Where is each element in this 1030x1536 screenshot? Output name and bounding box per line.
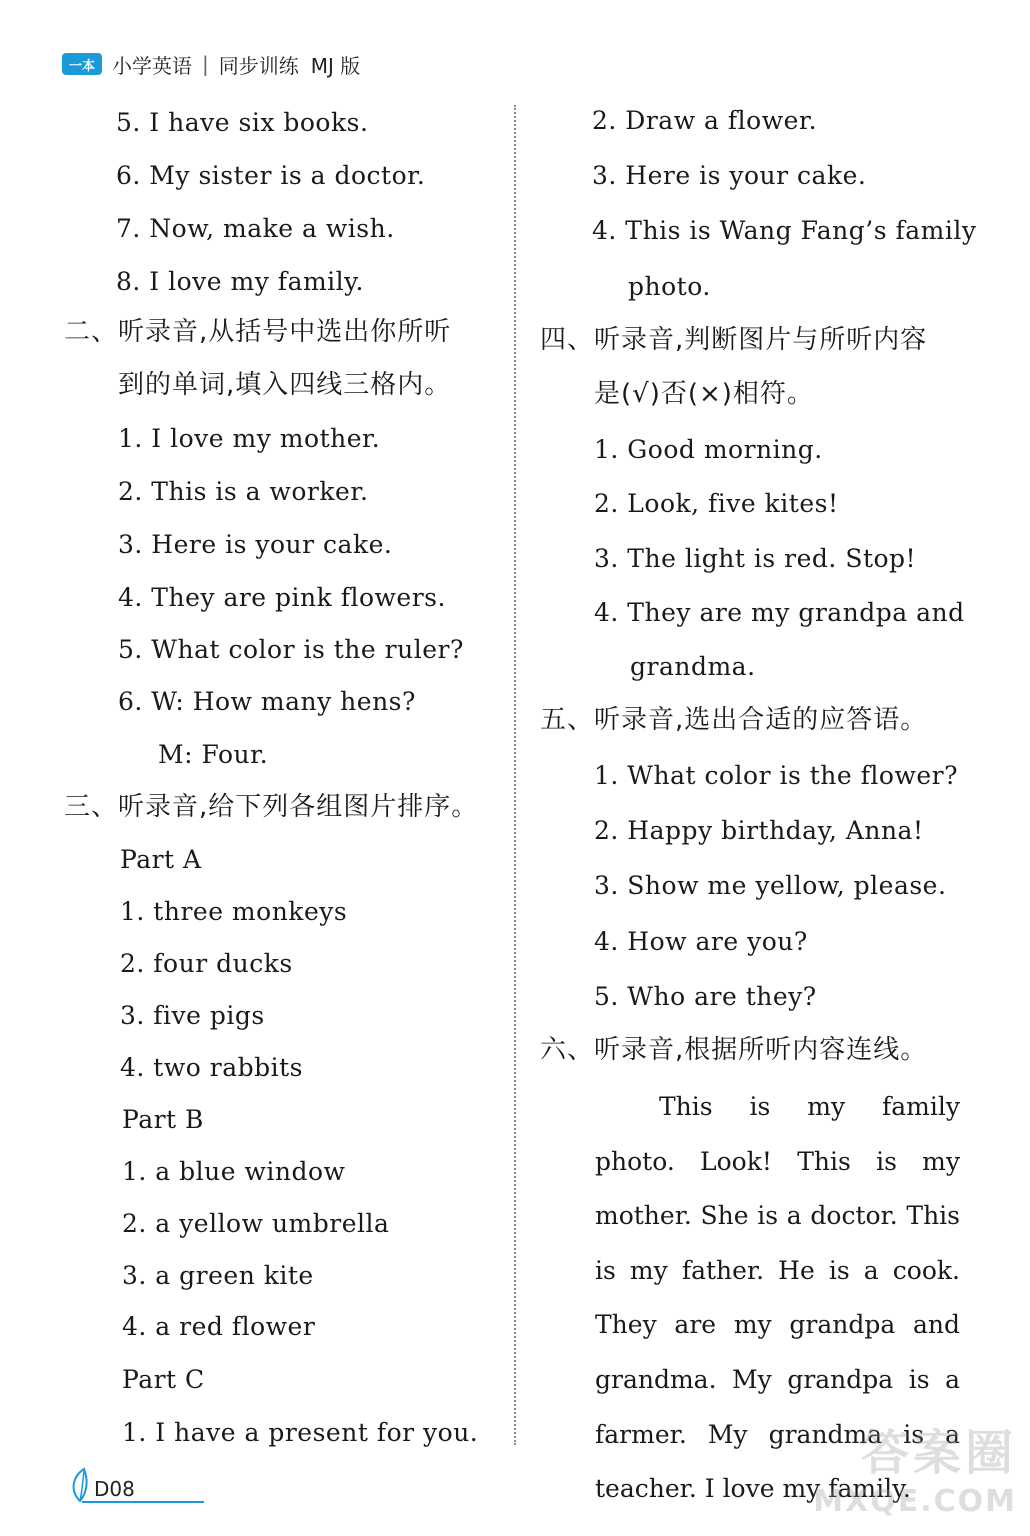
answer-line: 3. a green kite bbox=[122, 1261, 314, 1290]
answer-line: 1. Good morning. bbox=[594, 435, 823, 464]
answer-line: 4. a red flower bbox=[122, 1312, 316, 1341]
answer-line: grandma. bbox=[630, 652, 756, 681]
answer-line: 4. They are pink flowers. bbox=[118, 583, 446, 612]
column-divider bbox=[514, 105, 516, 1445]
answer-line: 3. Here is your cake. bbox=[118, 530, 393, 559]
answer-line: 1. three monkeys bbox=[120, 897, 348, 926]
part-label: Part B bbox=[122, 1105, 204, 1134]
answer-line: 1. I have a present for you. bbox=[122, 1418, 479, 1447]
answer-line: 4. How are you? bbox=[594, 927, 808, 956]
edition-label: MJ 版 bbox=[310, 53, 361, 78]
answer-line: 2. a yellow umbrella bbox=[122, 1209, 390, 1238]
brand-logo: 一本 bbox=[62, 53, 102, 75]
watermark-text: 答案圈 bbox=[860, 1425, 1017, 1481]
section-4-heading: 四、听录音,判断图片与所听内容 bbox=[540, 325, 928, 355]
section-6-heading: 六、听录音,根据所听内容连线。 bbox=[540, 1035, 928, 1065]
subject-label: 小学英语 bbox=[112, 53, 192, 78]
answer-line: 2. four ducks bbox=[120, 949, 293, 978]
part-label: Part C bbox=[122, 1365, 205, 1394]
page-footer bbox=[66, 1465, 146, 1503]
answer-line: 5. Who are they? bbox=[594, 982, 817, 1011]
answer-line: 1. I love my mother. bbox=[118, 424, 381, 453]
footer-rule bbox=[82, 1501, 204, 1503]
page-header bbox=[62, 46, 360, 82]
answer-line: 4. two rabbits bbox=[120, 1053, 303, 1082]
answer-line: 5. What color is the ruler? bbox=[118, 635, 464, 664]
section-3-heading: 三、听录音,给下列各组图片排序。 bbox=[64, 792, 479, 822]
answer-line: photo. bbox=[628, 272, 711, 301]
answer-line: 3. Show me yellow, please. bbox=[594, 871, 947, 900]
answer-line: 3. The light is red. Stop! bbox=[594, 544, 917, 573]
section-2-heading-cont: 到的单词,填入四线三格内。 bbox=[118, 370, 452, 400]
watermark-url: MXQE.COM bbox=[813, 1484, 1017, 1519]
answer-line: 2. Look, five kites! bbox=[594, 489, 839, 518]
answer-line: 5. I have six books. bbox=[116, 108, 369, 137]
answer-line: M: Four. bbox=[158, 740, 269, 769]
answer-line: 1. What color is the flower? bbox=[594, 761, 958, 790]
answer-line: 3. Here is your cake. bbox=[592, 161, 867, 190]
answer-line: 4. They are my grandpa and bbox=[594, 598, 965, 627]
answer-line: 7. Now, make a wish. bbox=[116, 214, 395, 243]
series-label: 同步训练 bbox=[218, 53, 299, 78]
answer-line: 8. I love my family. bbox=[116, 267, 364, 296]
leaf-icon bbox=[66, 1465, 96, 1503]
answer-line: 4. This is Wang Fang’s family bbox=[592, 216, 977, 245]
answer-line: 1. a blue window bbox=[122, 1157, 346, 1186]
watermark bbox=[813, 1410, 1025, 1530]
answer-line: 2. Draw a flower. bbox=[592, 106, 818, 135]
answer-line: 3. five pigs bbox=[120, 1001, 265, 1030]
part-label: Part A bbox=[120, 845, 202, 874]
answer-line: 6. My sister is a doctor. bbox=[116, 161, 426, 190]
answer-line: 6. W: How many hens? bbox=[118, 687, 416, 716]
section-2-heading: 二、听录音,从括号中选出你所听 bbox=[64, 317, 452, 347]
section-4-heading-cont: 是(√)否(×)相符。 bbox=[594, 379, 814, 409]
page-number: D08 bbox=[94, 1477, 135, 1501]
family-passage: This is my family photo. Look! This is my mother. She is a doctor. This is my father. He is a cook. They are my grandpa and grandma. My grandpa is a farmer. My grandma is a teacher. I love my family. bbox=[595, 1092, 960, 1504]
header-separator: | bbox=[202, 52, 209, 76]
answer-line: 2. This is a worker. bbox=[118, 477, 369, 506]
answer-line: 2. Happy birthday, Anna! bbox=[594, 816, 924, 845]
section-5-heading: 五、听录音,选出合适的应答语。 bbox=[540, 705, 928, 735]
